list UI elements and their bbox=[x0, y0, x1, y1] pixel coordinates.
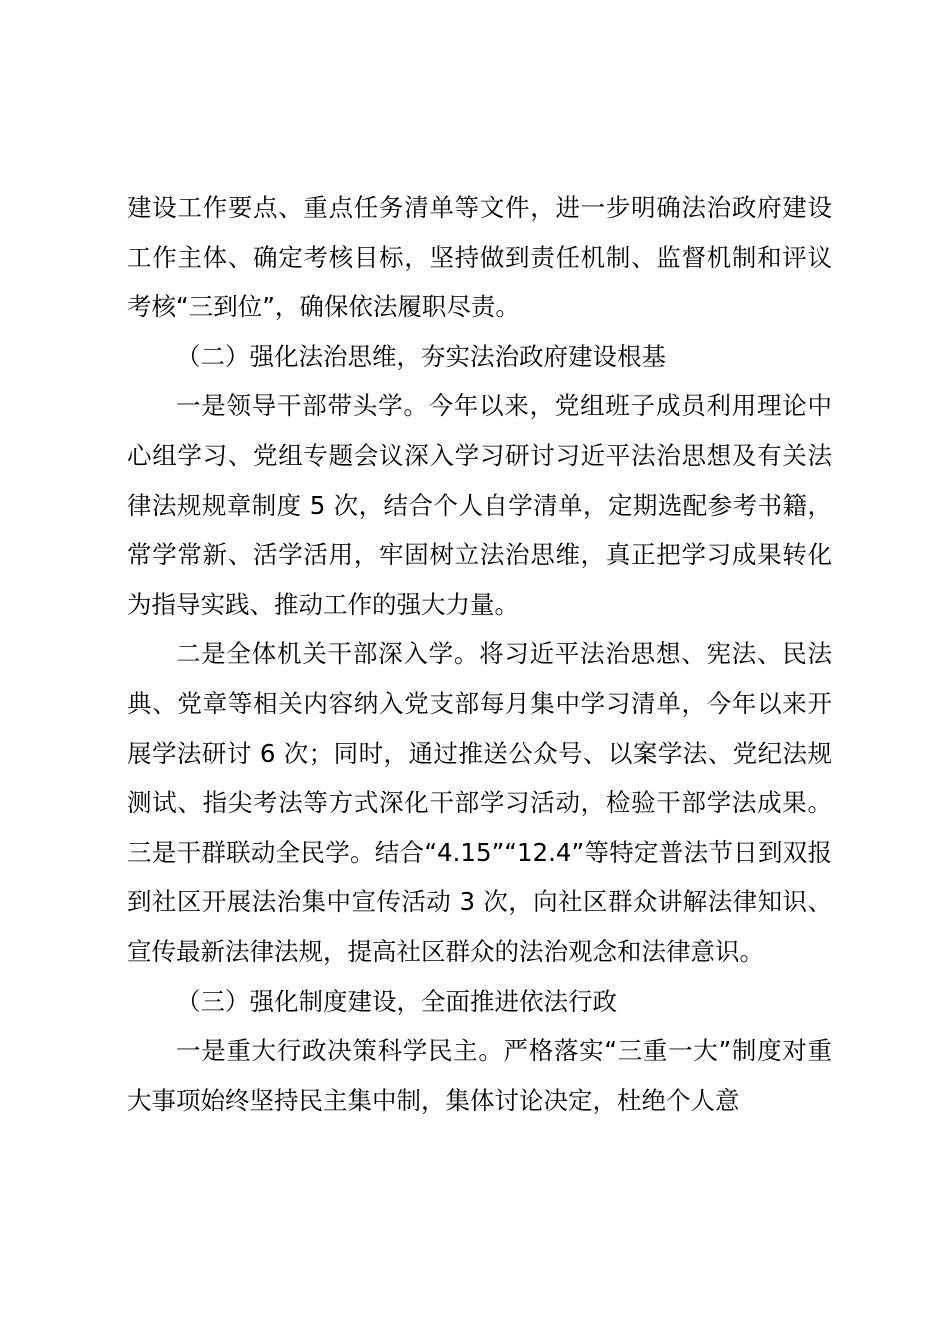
section-heading-2: （二）强化法治思维，夯实法治政府建设根基 bbox=[176, 341, 666, 371]
paragraph-staff-study: 二是全体机关干部深入学。将习近平法治思想、宪法、民法典、党章等相关内容纳入党支部每月集中学习清单，今年以来开展学法研讨 6 次；同时，通过推送公众号、以案学法、党纪法规测试、指尖考法等方式深化干部学习活动，检验干部学法成果。三是干群联动全民学。结合“4.15”“12.4”等特定普法节日到双报到社区开展法治集中宣传活动 3 次，向社区群众讲解法律知识、宣传最新法律法规，提高社区群众的法治观念和法律意识。 bbox=[127, 639, 832, 966]
document-body bbox=[127, 183, 832, 1125]
section-heading-3: （三）强化制度建设，全面推进依法行政 bbox=[176, 986, 617, 1016]
paragraph-major-decisions: 一是重大行政决策科学民主。严格落实“三重一大”制度对重大事项始终坚持民主集中制，集体讨论决定，杜绝个人意 bbox=[127, 1036, 832, 1115]
paragraph-leaders-study: 一是领导干部带头学。今年以来，党组班子成员利用理论中心组学习、党组专题会议深入学习研讨习近平法治思想及有关法律法规规章制度 5 次，结合个人自学清单，定期选配参考书籍，常学常新、活学活用，牢固树立法治思维，真正把学习成果转化为指导实践、推动工作的强大力量。 bbox=[127, 391, 832, 619]
paragraph-continuation: 建设工作要点、重点任务清单等文件，进一步明确法治政府建设工作主体、确定考核目标，坚持做到责任机制、监督机制和评议考核“三到位”，确保依法履职尽责。 bbox=[127, 193, 832, 322]
